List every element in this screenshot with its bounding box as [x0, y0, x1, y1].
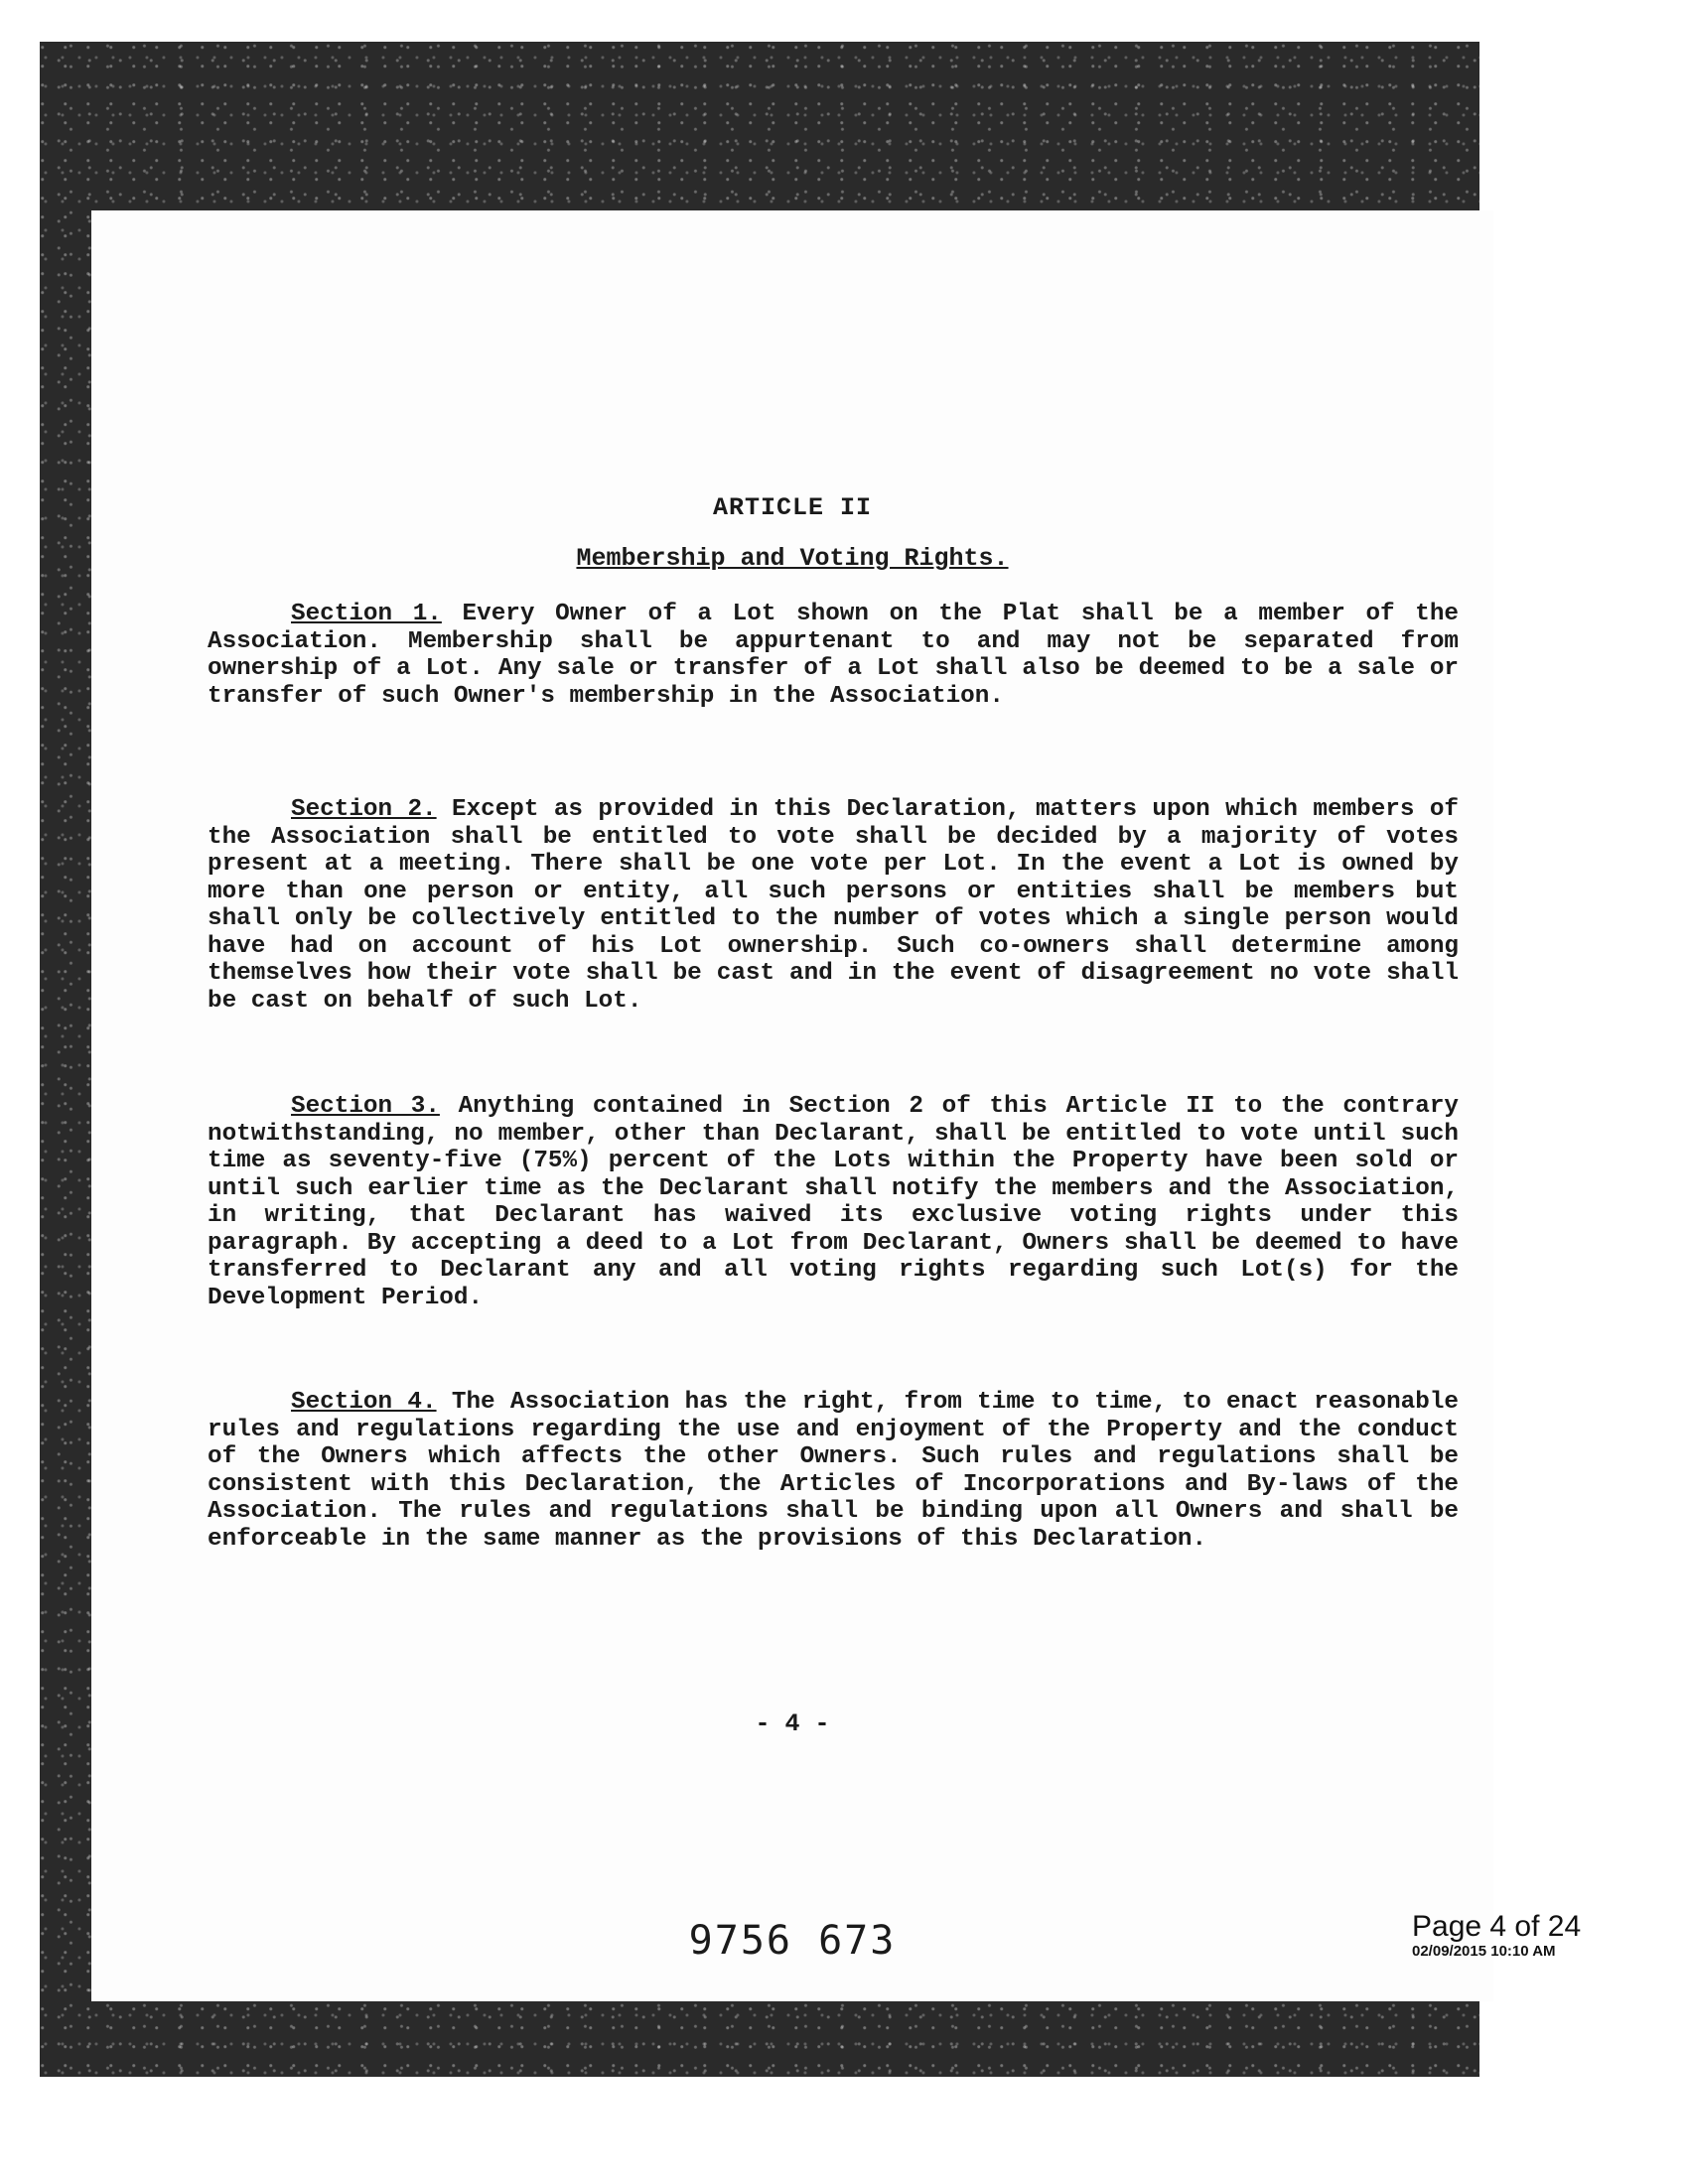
page-number: - 4 - [755, 1709, 830, 1738]
document-page [91, 210, 1493, 2001]
section-3 [208, 1093, 1459, 1311]
page-stamp [1412, 1911, 1670, 1961]
stamp-datetime: 02/09/2015 10:10 AM [1412, 1943, 1556, 1960]
section-2-text: Except as provided in this Declaration, matters upon which members of the Association shall be entitled to vote shall be decided by a majority of votes present at a meeting. There shall be one vote per Lot. In the event a Lot is owned by more than one person or entity, all such persons or entities shall be members but shall only be collectively entitled to the number of votes which a single person would have had on account of his Lot ownership. Such co-owners shall determine among themselves how their vote shall be cast and in the event of disagreement no vote shall be cast on behalf of such Lot. [208, 796, 1459, 1015]
article-title: ARTICLE II [712, 493, 873, 522]
section-3-heading: Section 3. [291, 1093, 440, 1120]
section-3-text: Anything contained in Section 2 of this Article II to the contrary notwithstanding, no member, other than Declarant, shall be entitled to vote until such time as seventy-five (75%) percent of the Lots within the Property have been sold or until such earlier time as the Declarant shall notify the members and the Association, in writing, that Declarant has waived its exclusive voting rights under this paragraph. By accepting a deed to a Lot from Declarant, Owners shall be deemed to have transferred to Declarant any and all voting rights regarding such Lot(s) for the Development Period. [208, 1093, 1459, 1311]
article-subtitle: Membership and Voting Rights. [576, 544, 1009, 573]
section-4-heading: Section 4. [291, 1389, 437, 1416]
section-1 [208, 601, 1459, 710]
stamp-page-label: Page 4 of 24 [1412, 1910, 1582, 1943]
section-2-heading: Section 2. [291, 796, 437, 823]
section-4-text: The Association has the right, from time to time, to enact reasonable rules and regulations regarding the use and enjoyment of the Property and the conduct of the Owners which affects the other Owners. Such rules and regulations shall be consistent with this Declaration, the Articles of Incorporations and By-laws of the Association. The rules and regulations shall be binding upon all Owners and shall be enforceable in the same manner as the provisions of this Declaration. [208, 1389, 1459, 1553]
section-4 [208, 1389, 1459, 1553]
section-2 [208, 796, 1459, 1015]
section-1-text: Every Owner of a Lot shown on the Plat shall be a member of the Association. Membership shall be appurtenant to and may not be separated from ownership of a Lot. Any sale or transfer of a Lot shall also be deemed to be a sale or transfer of such Owner's membership in the Association. [208, 601, 1459, 710]
section-1-heading: Section 1. [291, 601, 442, 627]
scan-border [40, 42, 1479, 2077]
recording-number: 9756 673 [688, 1918, 897, 1964]
document-body [91, 210, 1493, 2001]
